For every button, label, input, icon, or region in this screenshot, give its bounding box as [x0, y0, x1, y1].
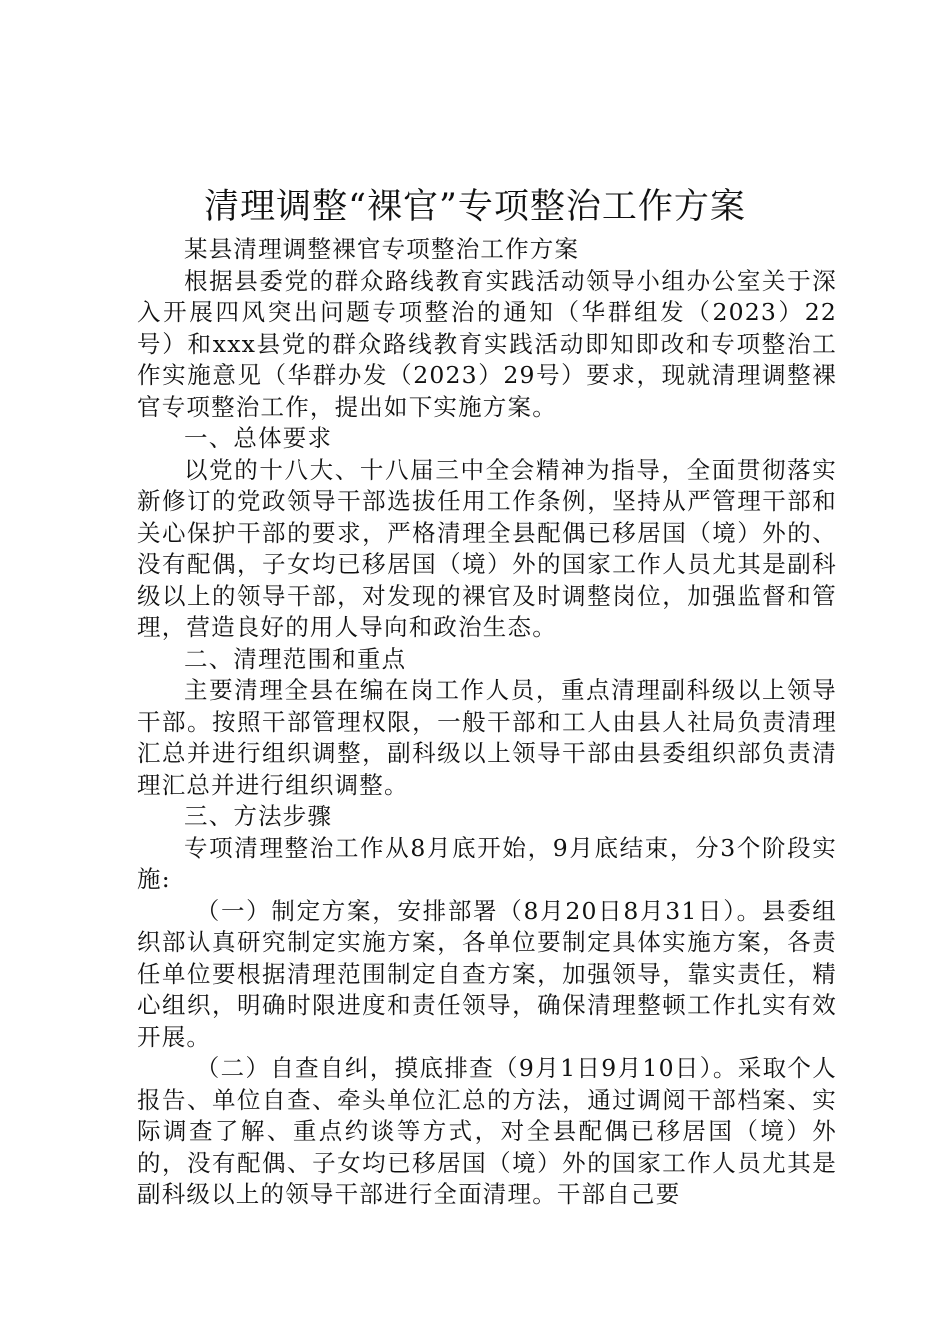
- heading-general-requirements: 一、总体要求: [184, 424, 333, 452]
- paragraph-stage-two: （二）自查自纠，摸底排查（9月1日9月10日）。采取个人报告、单位自查、牵头单位汇总的方法，通过调阅干部档案、实际调查了解、重点约谈等方式，对全县配偶已移居国（境）外的，没有配偶、子女均已移居国（境）外的国家工作人员尤其是副科级以上的领导干部进行全面清理。干部自己要: [137, 1054, 837, 1208]
- paragraph-methods: 专项清理整治工作从8月底开始，9月底结束，分3个阶段实施:: [137, 833, 837, 893]
- paragraph-basis: 根据县委党的群众路线教育实践活动领导小组办公室关于深入开展四风突出问题专项整治的通知（华群组发（2023）22号）和xxx县党的群众路线教育实践活动即知即改和专项整治工作实施意见（华群办发（2023）29号）要求，现就清理调整裸官专项整治工作，提出如下实施方案。: [137, 266, 837, 421]
- paragraph-general-requirements: 以党的十八大、十八届三中全会精神为指导，全面贯彻落实新修订的党政领导干部选拔任用工作条例，坚持从严管理干部和关心保护干部的要求，严格清理全县配偶已移居国（境）外的、没有配偶，子女均已移居国（境）外的国家工作人员尤其是副科级以上的领导干部，对发现的裸官及时调整岗位，加强监督和管理，营造良好的用人导向和政治生态。: [137, 455, 837, 641]
- paragraph-stage-one: （一）制定方案，安排部署（8月20日8月31日）。县委组织部认真研究制定实施方案，各单位要制定具体实施方案，各责任单位要根据清理范围制定自查方案，加强领导，靠实责任，精心组织，明确时限进度和责任领导，确保清理整顿工作扎实有效开展。: [137, 896, 837, 1051]
- paragraph-scope: 主要清理全县在编在岗工作人员，重点清理副科级以上领导干部。按照干部管理权限，一般干部和工人由县人社局负责清理汇总并进行组织调整，副科级以上领导干部由县委组织部负责清理汇总并进行组织调整。: [137, 676, 837, 799]
- heading-scope: 二、清理范围和重点: [184, 644, 407, 673]
- document-title: 清理调整“裸官”专项整治工作方案: [204, 187, 746, 227]
- paragraph-subtitle: 某县清理调整裸官专项整治工作方案: [184, 235, 580, 263]
- heading-methods: 三、方法步骤: [184, 802, 333, 830]
- document-body: [137, 234, 837, 1211]
